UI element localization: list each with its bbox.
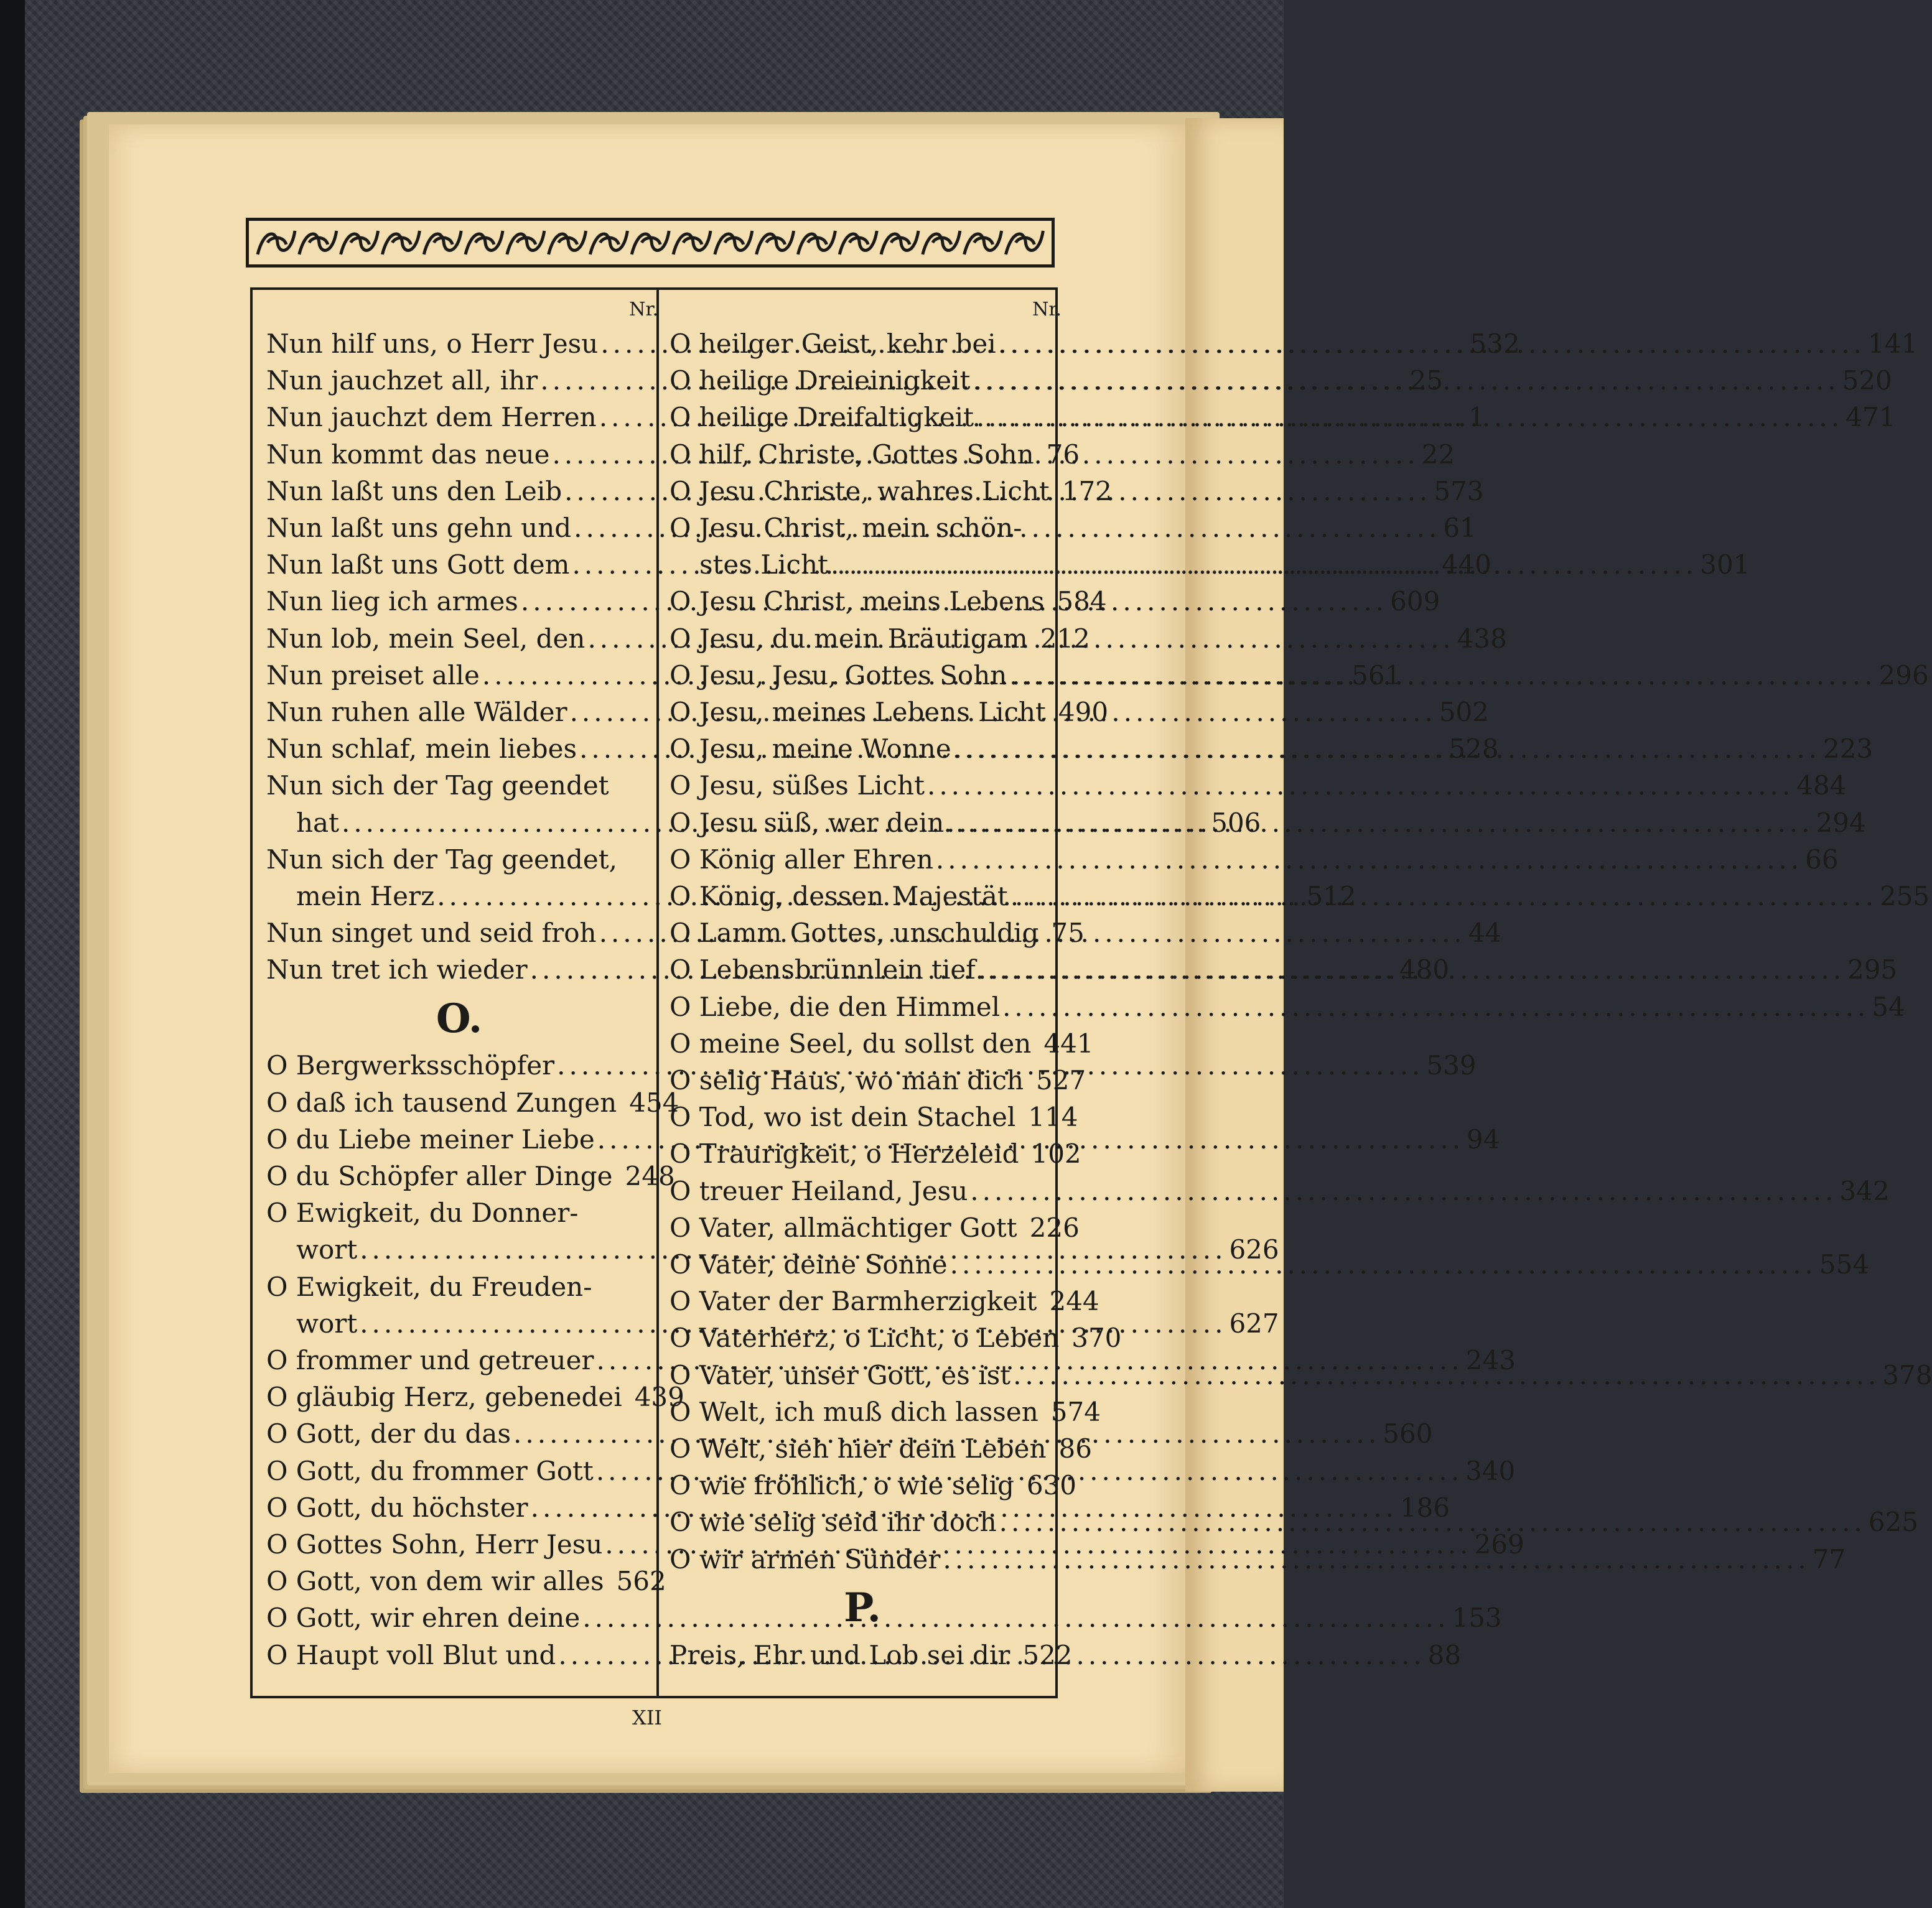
decorative-border-ornament [246,218,1055,268]
leader-dots [996,326,1868,362]
index-entry [670,1283,1099,1319]
hymn-number: 561 [1351,659,1402,691]
entry-title: O heilige Dreieinigkeit [670,365,971,396]
hymn-number: 44 [1468,918,1502,949]
ornament-swirl [881,231,918,254]
hymn-number: 484 [1796,770,1847,801]
page-number: XII [632,1706,663,1729]
book-spine [0,0,25,1908]
hymn-number: 560 [1383,1418,1433,1450]
entry-title: Nun singet und seid froh [266,918,597,949]
hymn-number: 25 [1409,365,1443,396]
index-entry [670,842,1839,878]
leader-dots [1000,989,1872,1025]
hymn-number: 295 [1847,954,1898,985]
entry-title: O Jesu, meines Lebens Licht [670,697,1046,727]
hymn-number: 248 [625,1160,675,1191]
hymn-number: 255 [1880,881,1930,911]
index-entry [670,1026,1094,1062]
leader-dots [933,842,1805,878]
hymn-number: 102 [1031,1138,1081,1170]
ornament-swirl [798,231,835,254]
index-entry [670,473,1112,510]
entry-title: O du Liebe meiner Liebe [266,1124,595,1155]
entry-title: O Tod, wo ist dein Stachel [670,1102,1016,1133]
entry-title: O Welt, ich muß dich lassen [670,1396,1038,1427]
index-entry [266,1379,684,1415]
leader-dots [940,1542,1812,1578]
index-entry [266,1269,652,1305]
hymn-number: 244 [1049,1286,1099,1317]
ornament-swirl [673,231,711,254]
entry-title: Nun ruhen alle Wälder [266,697,567,727]
leader-dots [997,1504,1869,1540]
hymn-number: 212 [1040,623,1090,654]
entry-title: O König aller Ehren [670,844,933,875]
entry-title: O Lebensbrünnlein tief [670,954,976,985]
ornament-swirl [632,231,669,254]
index-entry [670,621,1090,657]
entry-title: O Haupt voll Blut und [266,1639,556,1670]
hymn-number: 609 [1390,586,1440,617]
hymn-number: 626 [1229,1234,1279,1265]
hymn-number: 438 [1457,623,1507,654]
ornament-swirl [424,231,461,254]
hymn-number: 584 [1057,586,1107,617]
hymn-number: 269 [1474,1529,1524,1560]
entry-title: O Jesu Christ, mein schön- [670,513,1022,543]
hymn-number: 630 [1026,1470,1077,1501]
hymn-number: 370 [1071,1323,1122,1354]
entry-title: O selig Haus, wo man dich [670,1065,1024,1096]
entry-title: O Jesu, meine Wonne [670,733,951,765]
ornament-swirl [507,231,544,254]
entry-title: O Gott, du höchster [266,1492,528,1523]
index-table [250,287,1932,1698]
section-letter-o: O. [436,995,483,1042]
ornament-swirl [839,231,877,254]
index-entry [670,584,1107,620]
entry-title: O hilf, Christe, Gottes Sohn [670,439,1034,470]
leader-dots [974,399,1846,435]
hymn-number: 296 [1878,659,1929,691]
entry-title: hat [296,807,339,838]
index-entry [670,1173,1890,1209]
hymn-number: 342 [1839,1175,1890,1206]
hymn-number: 86 [1058,1433,1092,1464]
ornament-swirl [258,231,295,254]
entry-title: Nun schlaf, mein liebes [266,733,577,765]
entry-title: Nun lob, mein Seel, den [266,623,586,654]
hymn-number: 94 [1466,1124,1500,1155]
hymn-number: 77 [1812,1543,1846,1575]
entry-title: wort [296,1234,358,1265]
ornament-swirl [465,231,503,254]
hymn-number: 114 [1028,1102,1078,1133]
index-entry [670,694,1109,730]
entry-title: O König, dessen Majestät [670,881,1008,911]
entry-title: Nun laßt uns den Leib [266,475,562,506]
leader-dots [968,1173,1839,1209]
index-entry [670,399,1896,435]
entry-title: O Welt, sieh hier dein Leben [670,1433,1047,1464]
ornament-swirl [757,231,794,254]
entry-title: O Vater der Barmherzigkeit [670,1286,1037,1317]
hymn-number: 301 [1700,549,1750,580]
hymn-number: 439 [634,1382,684,1413]
entry-title: wort [296,1308,358,1339]
hymn-number: 153 [1452,1603,1502,1634]
entry-title: O heilige Dreifaltigkeit [670,402,974,433]
entry-title: O Jesu Christe, wahres Licht [670,475,1050,506]
hymn-number: 243 [1465,1344,1516,1375]
entry-title: O du Schöpfer aller Dinge [266,1160,613,1191]
entry-title: O Jesu, Jesu, Gottes Sohn [670,659,1007,691]
hymn-number: 522 [1022,1639,1073,1670]
hymn-number: 66 [1805,844,1839,875]
hymn-number: 22 [1421,439,1455,470]
index-entry [670,989,1905,1025]
entry-title: O wie selig seid ihr doch [670,1507,997,1538]
hymn-number: 574 [1050,1396,1101,1427]
index-entry [266,1563,666,1599]
entry-title: O Gott, du frommer Gott [266,1455,594,1486]
entry-title: O meine Seel, du sollst den [670,1028,1032,1059]
hymn-number: 54 [1872,991,1905,1022]
leader-dots [976,952,1847,988]
hymn-number: 440 [1441,549,1491,580]
entry-title: O Liebe, die den Himmel [670,991,1001,1022]
entry-title: Nun jauchzt dem Herren [266,402,597,433]
index-entry [670,1468,1077,1504]
hymn-number: 625 [1868,1507,1919,1538]
ornament-swirl [299,231,337,254]
entry-title: O Gott, wir ehren deine [266,1603,581,1634]
ornament-swirl [715,231,752,254]
entry-title: O daß ich tausend Zungen [266,1087,617,1118]
leader-dots [1010,1357,1882,1394]
hymn-number: 441 [1043,1028,1094,1059]
index-entry [670,768,1847,804]
entry-title: O Vater, deine Sonne [670,1249,948,1280]
leader-dots [944,805,1816,841]
index-entry [266,1195,652,1231]
leader-dots [1008,878,1880,914]
entry-title: Nun sich der Tag geendet [266,770,609,801]
index-entry [670,915,1085,951]
entry-title: Nun lieg ich armes [266,586,518,617]
index-entry [670,437,1080,473]
index-entry [266,842,652,878]
entry-title: O Ewigkeit, du Freuden- [266,1271,592,1302]
hymn-number: 554 [1819,1249,1870,1280]
entry-title: O Vaterherz, o Licht, o Leben [670,1323,1060,1354]
leader-dots [970,363,1842,399]
entry-title: Nun preiset alle [266,659,480,691]
index-entry [266,1600,1502,1636]
hymn-number: 88 [1427,1639,1462,1670]
leader-dots [1007,658,1878,694]
hymn-number: 226 [1029,1212,1080,1243]
hymn-number: 61 [1443,513,1477,543]
hymn-number: 141 [1867,328,1918,359]
index-entry [670,510,1055,546]
ornament-swirl [590,231,627,254]
entry-title: O Gott, der du das [266,1418,511,1450]
entry-title: O gläubig Herz, gebenedei [266,1382,622,1413]
hymn-number: 480 [1399,954,1450,985]
entry-title: O Gottes Sohn, Herr Jesu [266,1529,603,1560]
leader-dots [951,731,1823,767]
entry-title: Nun tret ich wieder [266,954,528,985]
entry-title: O heilger Geist, kehr bei [670,328,996,359]
hymn-number: 490 [1058,697,1109,727]
entry-title: Nun laßt uns gehn und [266,513,572,543]
index-entry [670,1637,1073,1673]
entry-title: Nun sich der Tag geendet, [266,844,617,875]
index-entry [670,1431,1092,1467]
entry-title: O Vater, allmächtiger Gott [670,1212,1017,1243]
index-entry [266,1085,679,1121]
ornament-swirl [341,231,378,254]
hymn-number: 502 [1439,697,1489,727]
entry-title: O Ewigkeit, du Donner- [266,1198,579,1229]
entry-title: O Vater, unser Gott, es ist [670,1359,1011,1390]
hymn-number: 627 [1229,1308,1279,1339]
hymn-number: 528 [1449,733,1499,765]
hymn-number: 223 [1822,733,1874,765]
leader-dots [828,547,1700,583]
leader-dots [925,768,1796,804]
hymn-number: 520 [1842,365,1892,396]
hymn-number: 378 [1882,1359,1932,1390]
index-entry [670,1063,1086,1099]
index-entry [266,768,652,804]
nr-header-right: Nr. [1032,299,1062,320]
hymn-number: 527 [1036,1065,1086,1096]
ornament-swirl [382,231,419,254]
hymn-number: 294 [1816,807,1866,838]
entry-title: Nun kommt das neue [266,439,550,470]
entry-title: stes Licht [699,549,828,580]
entry-title: O Jesu, süßes Licht [670,770,925,801]
hymn-number: 76 [1046,439,1080,470]
index-entry [670,1099,1078,1135]
hymn-number: 1 [1468,402,1485,433]
hymn-number: 512 [1306,881,1356,911]
hymn-number: 562 [616,1566,666,1597]
hymn-number: 186 [1399,1492,1450,1523]
section-letter-p: P. [844,1584,881,1631]
entry-title: O Gott, von dem wir alles [266,1566,604,1597]
hymn-number: 340 [1465,1455,1516,1486]
entry-title: O Lamm Gottes, unschuldig [670,918,1039,949]
hymn-number: 471 [1846,402,1896,433]
hymn-number: 539 [1426,1050,1477,1081]
entry-title: O wie fröhlich, o wie selig [670,1470,1014,1501]
hymn-number: 573 [1434,475,1484,506]
entry-title: Nun jauchzet all, ihr [266,365,538,396]
index-entry [266,1158,675,1194]
entry-title: O treuer Heiland, Jesu [670,1175,968,1206]
index-entry [670,1210,1080,1246]
entry-title: O Bergwerksschöpfer [266,1050,555,1081]
ornament-swirl [549,231,586,254]
ornament-swirl [1006,231,1043,254]
hymn-number: 532 [1470,328,1520,359]
entry-title: Preis, Ehr und Lob sei dir [670,1639,1010,1670]
hymn-number: 75 [1051,918,1085,949]
entry-title: O Jesu Christ, meins Lebens [670,586,1045,617]
entry-title: Nun hilf uns, o Herr Jesu [266,328,599,359]
index-entry [670,1394,1101,1430]
ornament-swirl [964,231,1002,254]
ornament-pattern [255,226,1045,259]
entry-title: O Traurigkeit, o Herzeleid [670,1138,1019,1170]
entry-title: O frommer und getreuer [266,1344,594,1375]
entry-title: O Jesu süß, wer dein [670,807,945,838]
entry-title: mein Herz [296,881,435,911]
hymn-number: 172 [1062,475,1112,506]
hymn-number: 506 [1211,807,1261,838]
hymn-number: 454 [629,1087,679,1118]
entry-title: Nun laßt uns Gott dem [266,549,570,580]
ornament-swirl [923,231,960,254]
leader-dots [948,1247,1819,1283]
entry-title: O wir armen Sünder [670,1543,941,1575]
index-entry [670,1320,1122,1356]
nr-header-left: Nr. [629,299,658,320]
index-entry [670,1136,1081,1172]
entry-title: O Jesu, du mein Bräutigam [670,623,1028,654]
